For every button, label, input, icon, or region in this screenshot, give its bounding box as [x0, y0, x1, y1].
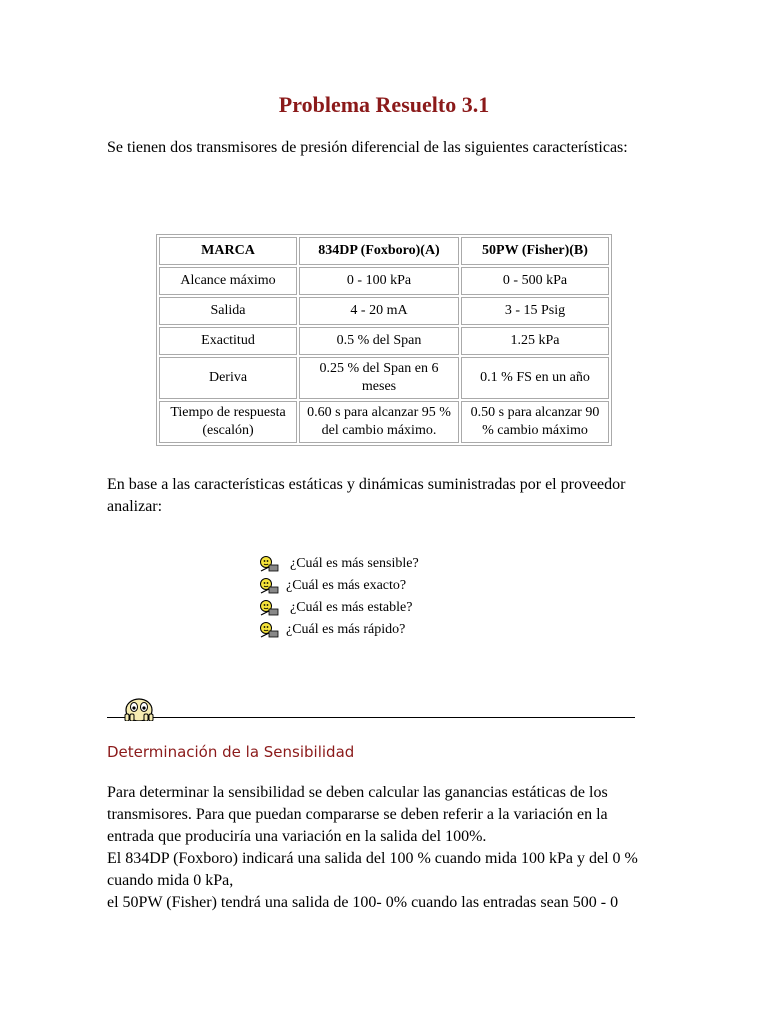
- table-row: [159, 297, 609, 325]
- table-row: [159, 357, 609, 399]
- question-text: ¿Cuál es más sensible?: [290, 556, 419, 571]
- table-cell: Tiempo de respuesta (escalón): [159, 401, 297, 443]
- table-cell: Deriva: [159, 357, 297, 399]
- table-cell: 0.25 % del Span en 6 meses: [299, 357, 459, 399]
- pencil-person-icon: [258, 577, 280, 595]
- table-cell: 0.1 % FS en un año: [461, 357, 609, 399]
- specs-table: [156, 234, 612, 446]
- pencil-person-icon: [258, 555, 280, 573]
- table-cell: Salida: [159, 297, 297, 325]
- table-header-row: [159, 237, 609, 265]
- pencil-person-icon: [258, 599, 280, 617]
- section-heading: Determinación de la Sensibilidad: [107, 743, 355, 761]
- table-cell: Alcance máximo: [159, 267, 297, 295]
- table-header: MARCA: [159, 237, 297, 265]
- question-text: ¿Cuál es más rápido?: [286, 622, 406, 637]
- table-cell: 0 - 100 kPa: [299, 267, 459, 295]
- table-cell: 1.25 kPa: [461, 327, 609, 355]
- sensitivity-body: [107, 782, 652, 914]
- table-cell: 0.50 s para alcanzar 90 % cambio máximo: [461, 401, 609, 443]
- table-cell: 0.5 % del Span: [299, 327, 459, 355]
- analysis-paragraph: En base a las características estáticas y dinámicas suministradas por el proveedor analizar:: [107, 476, 626, 515]
- peeking-face-icon: [119, 697, 159, 721]
- page-title: Problema Resuelto 3.1: [278, 92, 490, 117]
- table-cell: Exactitud: [159, 327, 297, 355]
- list-item: [258, 575, 419, 597]
- table-header: 50PW (Fisher)(B): [461, 237, 609, 265]
- table-header: 834DP (Foxboro)(A): [299, 237, 459, 265]
- body-line: El 834DP (Foxboro) indicará una salida del 100 % cuando mida 100 kPa y del 0 % cuando mida 0 kPa,: [107, 850, 638, 889]
- body-line: Para determinar la sensibilidad se deben calcular las ganancias estáticas de los transmisores. Para que puedan compararse se deben referir a la variación en la entrada que produciría una variación en la salida del 100%.: [107, 784, 608, 845]
- question-list: [258, 553, 419, 641]
- question-text: ¿Cuál es más exacto?: [286, 578, 407, 593]
- list-item: [258, 619, 419, 641]
- table-cell: 0.60 s para alcanzar 95 % del cambio máximo.: [299, 401, 459, 443]
- divider-line: [107, 717, 635, 718]
- list-item: [258, 597, 419, 619]
- table-row: [159, 401, 609, 443]
- list-item: [258, 553, 419, 575]
- table-row: [159, 267, 609, 295]
- question-text: ¿Cuál es más estable?: [290, 600, 413, 615]
- section-divider: [107, 697, 635, 723]
- table-cell: 0 - 500 kPa: [461, 267, 609, 295]
- table-cell: 4 - 20 mA: [299, 297, 459, 325]
- body-line: el 50PW (Fisher) tendrá una salida de 100- 0% cuando las entradas sean 500 - 0: [107, 894, 619, 911]
- table-row: [159, 327, 609, 355]
- table-cell: 3 - 15 Psig: [461, 297, 609, 325]
- intro-paragraph: Se tienen dos transmisores de presión diferencial de las siguientes características:: [107, 139, 628, 156]
- pencil-person-icon: [258, 621, 280, 639]
